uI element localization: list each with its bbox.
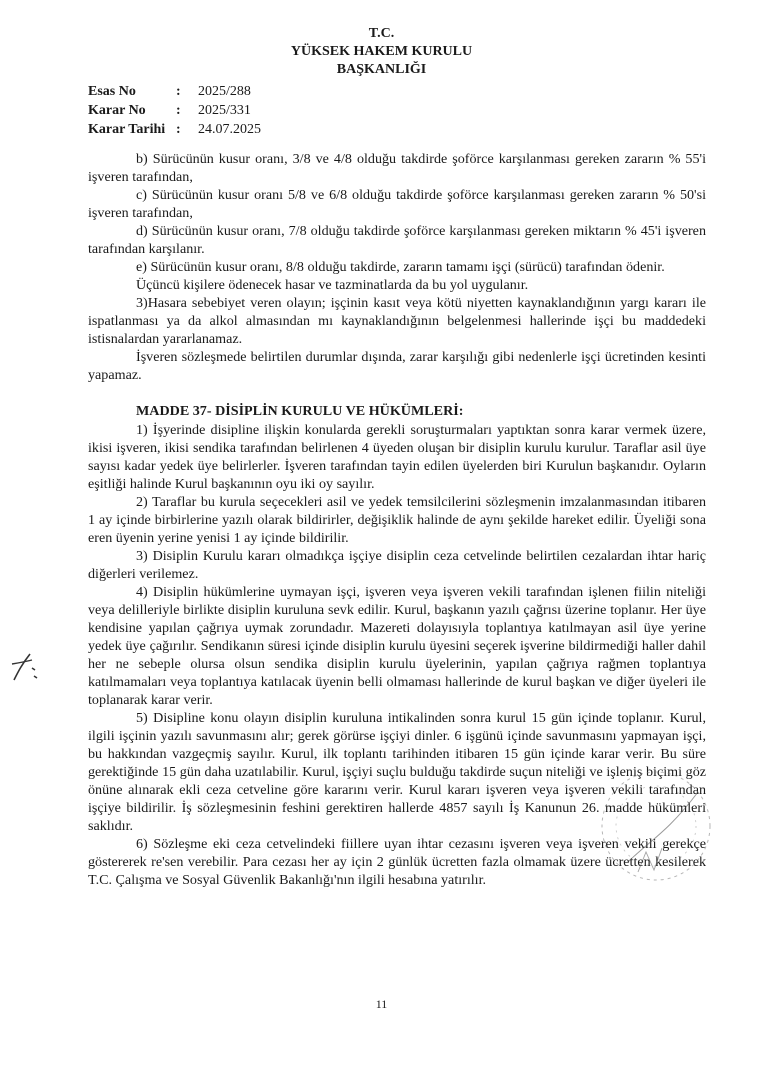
page-number: 11 bbox=[375, 997, 388, 1011]
paragraph-third-parties: Üçüncü kişilere ödenecek hasar ve tazminatlarda da bu yol uygulanır. bbox=[136, 277, 529, 293]
tarih-value: 24.07.2025 bbox=[198, 122, 261, 137]
header-tc: T.C. bbox=[368, 26, 395, 41]
paragraph-3: 3)Hasara sebebiyet veren olayın; işçinin kasıt veya kötü niyetten kaynaklandığının yargı kararı ile ispatlanması ya da alkol almasından mı kaynaklandığının belgelenmesi hallerinde işçi bu maddedeki istisnalardan yararlanamaz. bbox=[88, 295, 706, 347]
header-presidency: BAŞKANLIĞI bbox=[336, 62, 427, 77]
paragraph-b: b) Sürücünün kusur oranı, 3/8 ve 4/8 olduğu takdirde şoförce karşılanması gereken zararın % 55'i işveren tarafından, bbox=[88, 151, 706, 185]
header-institution: YÜKSEK HAKEM KURULU bbox=[290, 44, 473, 59]
paragraph-e: e) Sürücünün kusur oranı, 8/8 olduğu takdirde, zararın tamamı işçi (sürücü) tarafından ödenir. bbox=[136, 259, 665, 275]
tarih-row bbox=[88, 120, 261, 139]
esas-row bbox=[88, 82, 261, 101]
colon: : bbox=[176, 103, 181, 118]
handwritten-initials-mark bbox=[8, 650, 48, 686]
article-title: MADDE 37- DİSİPLİN KURULU VE HÜKÜMLERİ: bbox=[136, 403, 464, 419]
clause-5: 5) Disipline konu olayın disiplin kuruluna intikalinden sonra kurul 15 gün içinde toplanır. Kurul, ilgili işçinin yazılı savunmasını alır; gerek görürse işçiyi dinler. 6 işgünü içinde savunmasını yapmayan işçi, bu hakkından vazgeçmiş sayılır. Kurul, ilk toplantı tarihinden itibaren 15 gün içinde karar verir. Bu süre gerektiğinde 15 gün daha uzatılabilir. Kurul, işçiyi suçlu bulduğu takdirde suçun niteliği ve işleniş biçimi göz önüne alınarak ekli ceza cetveline göre kararını verir. Kurul kararı işveren veya işveren vekili tarafından işçiye bildirilir. İş sözleşmesinin feshini gerektiren hallerde 4857 sayılı İş Kanunun 26. madde hükümleri saklıdır. bbox=[88, 710, 706, 834]
official-seal-stamp bbox=[588, 762, 718, 892]
colon: : bbox=[176, 84, 181, 99]
esas-value: 2025/288 bbox=[198, 84, 251, 99]
clause-3: 3) Disiplin Kurulu kararı olmadıkça işçiye disiplin ceza cetvelinde belirtilen cezalardan ihtar hariç diğerleri verilemez. bbox=[88, 548, 706, 582]
karar-value: 2025/331 bbox=[198, 103, 251, 118]
paragraph-c: c) Sürücünün kusur oranı 5/8 ve 6/8 olduğu takdirde şoförce karşılanması gereken zararın % 50'si işveren tarafından, bbox=[88, 187, 706, 221]
tarih-label: Karar Tarihi bbox=[88, 122, 166, 137]
clause-1: 1) İşyerinde disipline ilişkin konularda gerekli soruşturmaları yaptıktan sonra karar vermek üzere, ikisi işveren, ikisi sendika tarafından belirlenen 4 üyeden oluşan bir disiplin kurulu kurulur. Taraflar asil üye sayısı kadar yedek üye belirlerler. İşveren tarafından tayin edilen üyelerden biri Kurulun başkanıdır. Oyların eşitliği halinde Kurul başkanının oyu iki oy sayılır. bbox=[88, 422, 706, 492]
clause-4: 4) Disiplin hükümlerine uymayan işçi, işveren veya işveren vekili tarafından işlenen fiilin niteliği veya delilleriyle birlikte disiplin kuruluna sevk edilir. Kurul, başkanın yazılı çağrısı üzerine toplanır. Her üye kendisine yapılan çağrıya uymak zorundadır. Mazereti dolayısıyla toplantıya katılmayan asil üye yerine yedek üye çağırılır. Sendikanın süresi içinde disiplin kurulu üyesini seçerek işverine bildirmediği haller dahil her ne sebeple olursa olsun sendika disiplin kurulu üyelerinin, yapılan çağrıya rağmen toplantıya katılmamaları veya toplantıya katılacak üyenin belli olmaması hallerinde de kurul başkan ve diğer üyeleri ile toplanarak karar verir. bbox=[88, 584, 706, 708]
esas-label: Esas No bbox=[88, 84, 136, 99]
colon: : bbox=[176, 122, 181, 137]
clause-2: 2) Taraflar bu kurula seçecekleri asil ve yedek temsilcilerini sözleşmenin imzalanmasından itibaren 1 ay içinde birbirlerine yazılı olarak bildirirler, değişiklik halinde de aynı şekilde hareket edilir. Üyeliği sona eren üyenin yerine yenisi 1 ay içinde bildirilir. bbox=[88, 494, 706, 546]
paragraph-deduction: İşveren sözleşmede belirtilen durumlar dışında, zarar karşılığı gibi nedenlerle işçi ücretinden kesinti yapamaz. bbox=[88, 349, 706, 383]
case-metadata bbox=[88, 82, 261, 139]
clause-6: 6) Sözleşme eki ceza cetvelindeki fiillere uyan ihtar cezasını işveren veya işveren vekili gerekçe göstererek re'sen verebilir. Para cezası her ay için 2 günlük ücretten fazla olmamak üzere ücretten kesilerek T.C. Çalışma ve Sosyal Güvenlik Bakanlığı'nın ilgili hesabına yatırılır. bbox=[88, 836, 706, 888]
paragraph-d: d) Sürücünün kusur oranı, 7/8 olduğu takdirde şoförce karşılanması gereken miktarın % 45'i işveren tarafından karşılanır. bbox=[88, 223, 706, 257]
karar-label: Karar No bbox=[88, 103, 146, 118]
karar-row bbox=[88, 101, 261, 120]
